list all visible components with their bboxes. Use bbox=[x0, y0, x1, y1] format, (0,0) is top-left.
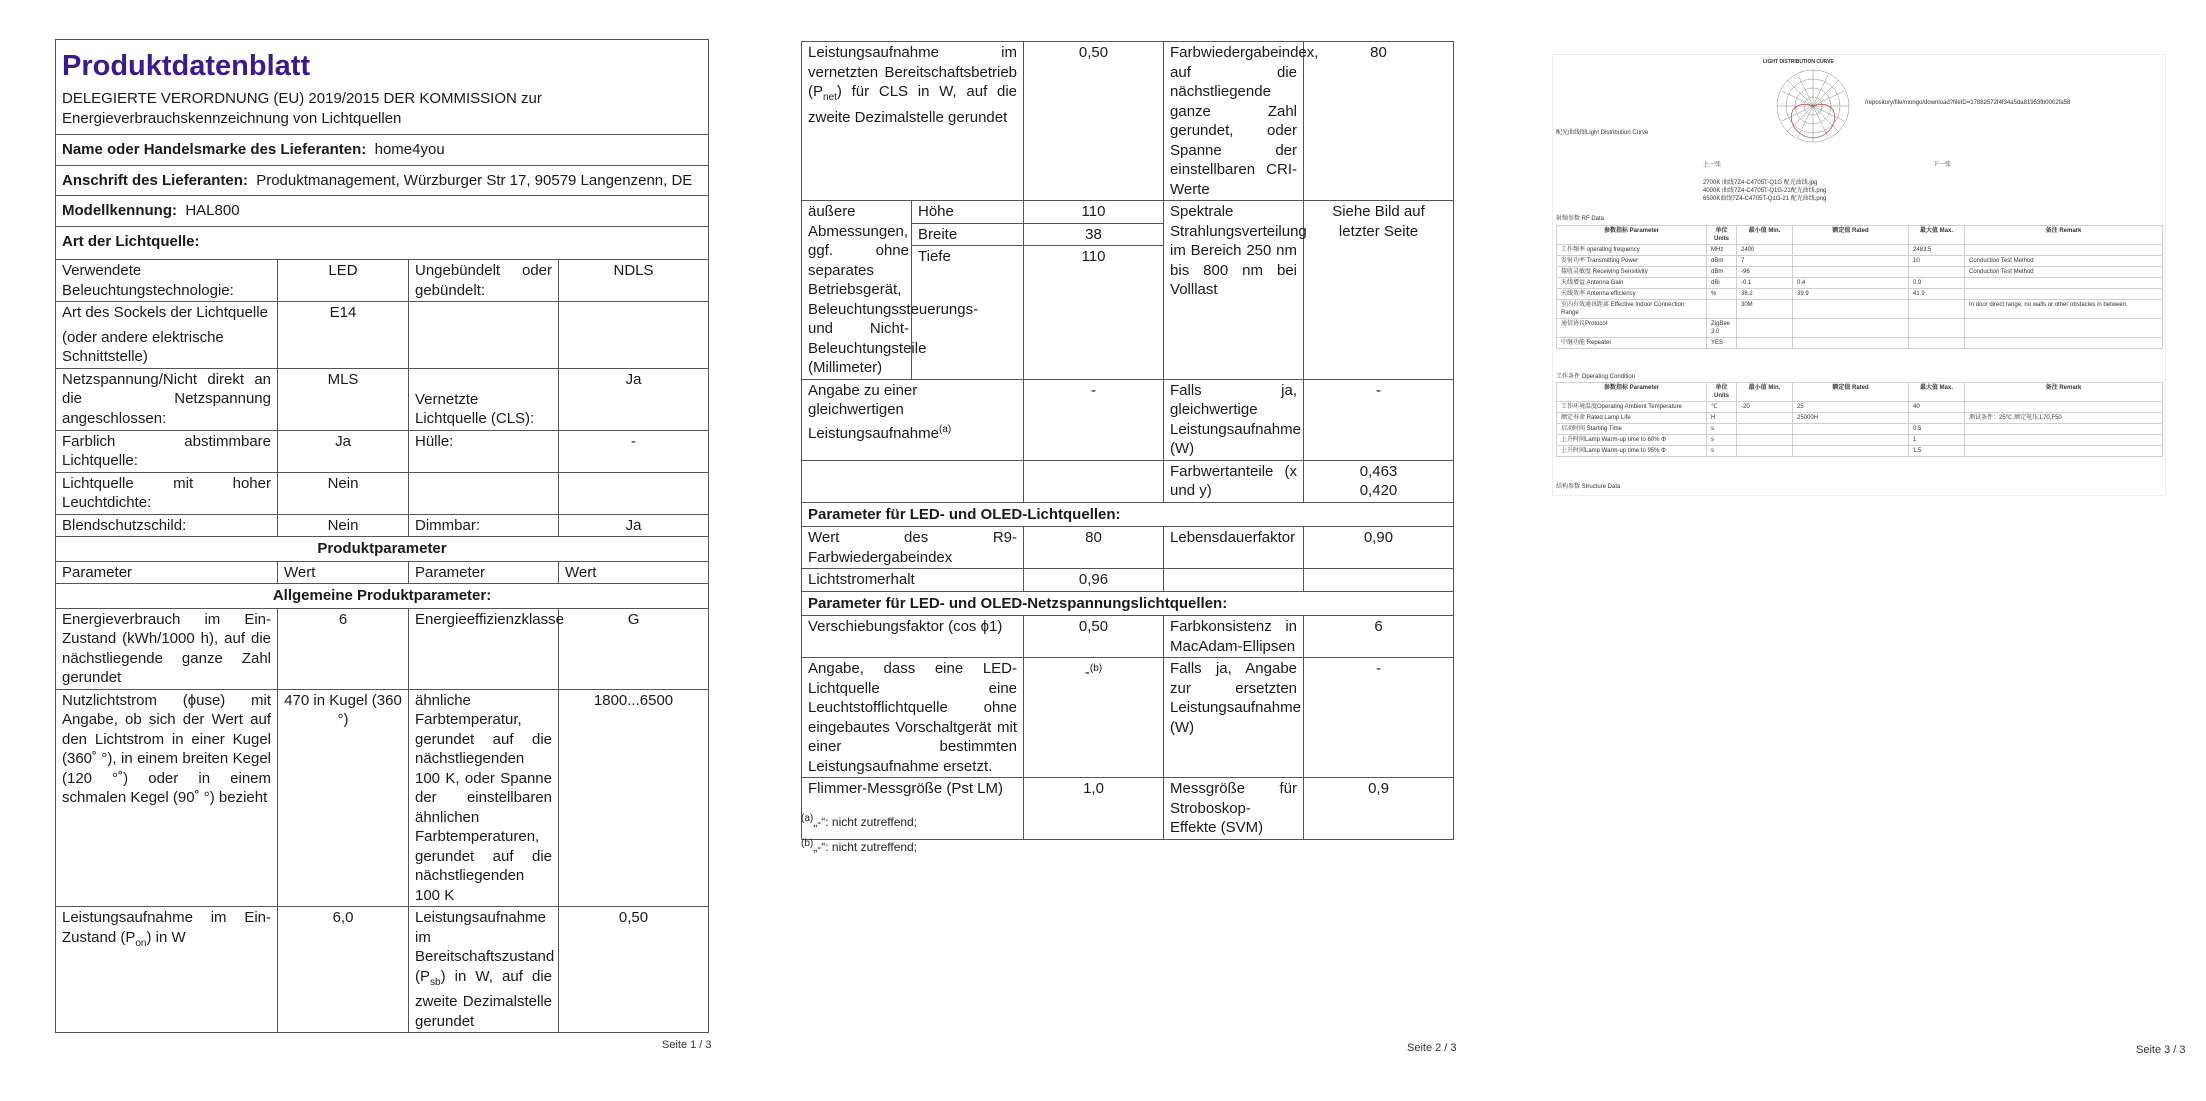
supplier-name-value: home4you bbox=[374, 141, 445, 158]
op-cell bbox=[1965, 435, 2163, 446]
rf-cell: 通信协议Protocol bbox=[1557, 319, 1707, 338]
rf-cell: dBi bbox=[1707, 278, 1737, 289]
table-row bbox=[1557, 446, 2163, 457]
rf-cell: 0.4 bbox=[1793, 278, 1909, 289]
rf-cell: -0.1 bbox=[1737, 278, 1793, 289]
table-row bbox=[1557, 289, 2163, 300]
rf-cell bbox=[1965, 245, 2163, 256]
maintenance-value: 0,96 bbox=[1024, 569, 1164, 592]
replace-value: - bbox=[1084, 664, 1090, 681]
width-value: 38 bbox=[1024, 224, 1163, 247]
rf-cell: 接收灵敏度 Receiving Sensitivity bbox=[1557, 267, 1707, 278]
rf-header-cell: 额定值 Rated bbox=[1793, 226, 1909, 245]
general-params-heading: Allgemeine Produktparameter: bbox=[56, 584, 709, 609]
eec-value: G bbox=[559, 608, 709, 689]
rf-cell: 天线效率 Antenna efficiency bbox=[1557, 289, 1707, 300]
equiv-value: - bbox=[1024, 379, 1164, 460]
height-value: 110 bbox=[1024, 201, 1163, 224]
tech-value: LED bbox=[278, 260, 409, 302]
rf-cell bbox=[1707, 300, 1737, 319]
col-param-1: Parameter bbox=[56, 561, 278, 584]
table-row bbox=[1557, 402, 2163, 413]
rf-cell: 30M bbox=[1737, 300, 1793, 319]
tech-label: Verwendete Beleuchtungstechnologie: bbox=[56, 260, 278, 302]
rf-header-cell: 最小值 Min. bbox=[1737, 226, 1793, 245]
psb-label-end: ) in W, auf die zweite Dezimalstelle gerundet bbox=[415, 967, 552, 1030]
footnote-b-text: „-“: nicht zutreffend; bbox=[813, 840, 918, 854]
color-tunable-value: Ja bbox=[278, 430, 409, 472]
mains-value: MLS bbox=[278, 368, 409, 430]
model-label: Modellkennung: bbox=[62, 202, 177, 219]
product-datasheet-table-2 bbox=[801, 41, 1454, 840]
op-cell bbox=[1965, 424, 2163, 435]
energy-label: Energieverbrauch im Ein-Zustand (kWh/1000 h), auf die nächstliegende ganze Zahl gerundet bbox=[56, 608, 278, 689]
rf-cell bbox=[1793, 245, 1909, 256]
r9-value: 80 bbox=[1024, 527, 1164, 569]
table-row bbox=[1557, 338, 2163, 349]
table-row bbox=[1557, 245, 2163, 256]
op-table bbox=[1556, 382, 2163, 457]
r9-label: Wert des R9-Farbwiedergabeindex bbox=[802, 527, 1024, 569]
op-cell: -20 bbox=[1737, 402, 1793, 413]
cls-label: Vernetzte Lichtquelle (CLS): bbox=[409, 368, 559, 430]
op-cell: 0.5 bbox=[1909, 424, 1965, 435]
survival-label: Lebensdauerfaktor bbox=[1164, 527, 1304, 569]
rf-table bbox=[1556, 225, 2163, 349]
dimensions-label: äußere Abmessungen, ggf. ohne separates Betriebsgerät, Beleuchtungssteuerungs- und Nicht-Beleuchtungsteile (Millimeter) bbox=[802, 201, 912, 380]
depth-label: Tiefe bbox=[918, 248, 951, 265]
footnote-a-mark: (a) bbox=[801, 813, 814, 824]
energy-value: 6 bbox=[278, 608, 409, 689]
op-cell: 上升时间Lamp Warm-up time to 95% Φ bbox=[1557, 446, 1707, 457]
focus-label: Ungebündelt oder gebündelt: bbox=[409, 260, 559, 302]
rf-cell: 0.9 bbox=[1909, 278, 1965, 289]
rf-cell: 36.2 bbox=[1737, 289, 1793, 300]
op-title: 工作条件 Operating Condition bbox=[1556, 374, 1636, 380]
op-cell bbox=[1793, 435, 1909, 446]
replace-power-label: Falls ja, Angabe zur ersetzten Leistungsaufnahme (W) bbox=[1164, 658, 1304, 778]
chromaticity-y: 0,420 bbox=[1359, 482, 1398, 499]
table-row bbox=[1557, 319, 2163, 338]
rf-cell bbox=[1909, 338, 1965, 349]
mains-led-heading: Parameter für LED- und OLED-Netzspannungslichtquellen: bbox=[802, 591, 1454, 616]
cct-label: ähnliche Farbtemperatur, gerundet auf die nächstliegenden 100 K, oder Spanne der einstellbaren ähnlichen Farbtemperaturen, gerundet auf die nächstliegenden 100 K bbox=[409, 689, 559, 907]
table-row bbox=[1557, 300, 2163, 319]
op-cell bbox=[1909, 413, 1965, 424]
op-cell: ℃ bbox=[1707, 402, 1737, 413]
table-row bbox=[1557, 256, 2163, 267]
replace-label: Angabe, dass eine LED-Lichtquelle eine Leuchtstofflichtquelle ohne eingebautes Vorschaltgerät mit einer bestimmten Leistungsaufnahme ersetzt. bbox=[802, 658, 1024, 778]
maintenance-label: Lichtstromerhalt bbox=[802, 569, 1024, 592]
rf-cell: 工作频率 operating frequency bbox=[1557, 245, 1707, 256]
table-row bbox=[1557, 413, 2163, 424]
rf-cell: 10 bbox=[1909, 256, 1965, 267]
file-item[interactable]: 4000K 曲线7Z4-C4705T-Q1G-21配光曲线.png bbox=[1703, 188, 1827, 194]
op-cell: 25 bbox=[1793, 402, 1909, 413]
socket-label-2: (oder andere elektrische Schnittstelle) bbox=[62, 328, 224, 365]
depth-value: 110 bbox=[1081, 248, 1106, 265]
rf-cell bbox=[1909, 267, 1965, 278]
rf-cell: Conduction Test Method bbox=[1965, 256, 2163, 267]
pnet-label-end: ) für CLS in W, auf die zweite Dezimalstelle gerundet bbox=[808, 83, 1018, 126]
rf-cell bbox=[1965, 338, 2163, 349]
col-value-1: Wert bbox=[278, 561, 409, 584]
product-datasheet-table bbox=[55, 39, 709, 1033]
rf-cell bbox=[1737, 338, 1793, 349]
op-header-cell: 参数指标 Parameter bbox=[1557, 383, 1707, 402]
op-cell: 启动时间 Starting Time bbox=[1557, 424, 1707, 435]
flicker-value: 1,0 bbox=[1024, 778, 1164, 840]
embedded-spec-sheet bbox=[1552, 54, 2166, 496]
page-3 bbox=[1470, 0, 2206, 1101]
macadam-value: 6 bbox=[1304, 616, 1454, 658]
eec-label: Energieeffizienzklasse bbox=[409, 608, 559, 689]
file-list bbox=[1703, 179, 1826, 203]
rf-cell: 中继功能 Repeater bbox=[1557, 338, 1707, 349]
table-row bbox=[1557, 267, 2163, 278]
rf-cell: dBm bbox=[1707, 267, 1737, 278]
pnet-sub: net bbox=[823, 92, 837, 103]
model-value: HAL800 bbox=[185, 202, 240, 219]
light-distribution-curve bbox=[1773, 66, 1853, 146]
download-path[interactable]: /repository/file/mongo/download?fileID=17882572f4f34a5da81953fb0002fa58 bbox=[1865, 100, 2071, 106]
envelope-label: Hülle: bbox=[409, 430, 559, 472]
rf-cell: 2483.5 bbox=[1909, 245, 1965, 256]
socket-label: Art des Sockels der Lichtquelle bbox=[62, 304, 268, 321]
high-luminance-value: Nein bbox=[278, 472, 409, 514]
op-header-cell: 最大值 Max. bbox=[1909, 383, 1965, 402]
survival-value: 0,90 bbox=[1304, 527, 1454, 569]
op-cell bbox=[1965, 446, 2163, 457]
dpf-label: Verschiebungsfaktor (cos ϕ1) bbox=[802, 616, 1024, 658]
rf-cell bbox=[1965, 319, 2163, 338]
page-number-1: Seite 1 / 3 bbox=[662, 1039, 712, 1051]
footnote-a-text: „-“: nicht zutreffend; bbox=[813, 815, 918, 829]
op-cell: 测试条件：25℃,额定电压,L70,F50 bbox=[1965, 413, 2163, 424]
height-label: Höhe bbox=[918, 203, 954, 220]
psb-label: Leistungsaufnahme im Bereitschaftszustand (P bbox=[415, 909, 555, 985]
op-cell: 上升时间Lamp Warm-up time to 60% Φ bbox=[1557, 435, 1707, 446]
structure-label: 结构参数 Structure Data bbox=[1556, 484, 1621, 490]
table-row bbox=[1557, 424, 2163, 435]
pon-sub: on bbox=[135, 937, 147, 949]
table-row bbox=[1557, 435, 2163, 446]
supplier-address-value: Produktmanagement, Würzburger Str 17, 90579 Langenzenn, DE bbox=[256, 171, 693, 189]
rf-cell bbox=[1909, 319, 1965, 338]
rf-cell: 39.9 bbox=[1793, 289, 1909, 300]
socket-value: E14 bbox=[278, 302, 409, 369]
footnotes bbox=[801, 808, 917, 858]
chromaticity-label: Farbwertanteile (x und y) bbox=[1164, 460, 1304, 502]
pon-label-end: ) in W bbox=[146, 928, 186, 946]
op-cell bbox=[1737, 413, 1793, 424]
dimmable-label: Dimmbar: bbox=[409, 514, 559, 537]
file-item[interactable]: 2700K 曲线7Z4-C4705T-Q1G 配光曲线.jpg bbox=[1703, 180, 1818, 186]
focus-value: NDLS bbox=[559, 260, 709, 302]
rf-cell: 发射功率 Transmitting Power bbox=[1557, 256, 1707, 267]
color-tunable-label: Farblich abstimmbare Lichtquelle: bbox=[56, 430, 278, 472]
op-cell: s bbox=[1707, 424, 1737, 435]
op-cell bbox=[1965, 402, 2163, 413]
cri-value: 80 bbox=[1304, 42, 1454, 201]
svm-label: Messgröße für Stroboskop-Effekte (SVM) bbox=[1164, 778, 1304, 840]
op-cell: 40 bbox=[1909, 402, 1965, 413]
cri-label: Farbwiedergabeindex, auf die nächstliegende ganze Zahl gerundet, oder Spanne der einstellbaren CRI-Werte bbox=[1164, 42, 1304, 201]
rf-cell: YES bbox=[1707, 338, 1737, 349]
rf-cell: MHz bbox=[1707, 245, 1737, 256]
rf-cell: 41.9 bbox=[1909, 289, 1965, 300]
envelope-value: - bbox=[559, 430, 709, 472]
op-cell: s bbox=[1707, 435, 1737, 446]
light-source-type-label: Art der Lichtquelle: bbox=[62, 232, 200, 250]
page-2 bbox=[735, 0, 1470, 1101]
page-title: Produktdatenblatt bbox=[62, 50, 311, 82]
chromaticity-x: 0,463 bbox=[1359, 462, 1398, 480]
psb-value: 0,50 bbox=[559, 907, 709, 1033]
cls-value: Ja bbox=[559, 368, 709, 430]
rf-cell: -96 bbox=[1737, 267, 1793, 278]
svm-value: 0,9 bbox=[1304, 778, 1454, 840]
rf-cell: Conduction Test Method bbox=[1965, 267, 2163, 278]
footnote-b-mark: (b) bbox=[801, 838, 814, 849]
pon-value: 6,0 bbox=[278, 907, 409, 1033]
rf-cell: 天线增益 Antenna Gain bbox=[1557, 278, 1707, 289]
op-cell bbox=[1793, 424, 1909, 435]
pnet-value: 0,50 bbox=[1024, 42, 1164, 201]
op-cell: 额定寿命 Rated Lamp Life bbox=[1557, 413, 1707, 424]
op-cell bbox=[1737, 435, 1793, 446]
prev-link[interactable]: 上一张 bbox=[1703, 162, 1722, 168]
op-header-cell: 最小值 Min. bbox=[1737, 383, 1793, 402]
rf-cell: % bbox=[1707, 289, 1737, 300]
rf-cell bbox=[1737, 319, 1793, 338]
flux-value: 470 in Kugel (360 °) bbox=[278, 689, 409, 907]
spec-header-line: LIGHT DISTRIBUTION CURVE bbox=[1763, 59, 1834, 65]
pnet-label: Leistungsaufnahme im vernetzten Bereitschaftsbetrieb (P bbox=[808, 44, 1018, 100]
op-cell: s bbox=[1707, 446, 1737, 457]
supplier-address-label: Anschrift des Lieferanten: bbox=[62, 171, 248, 189]
dimmable-value: Ja bbox=[559, 514, 709, 537]
rf-header-cell: 参数指标 Parameter bbox=[1557, 226, 1707, 245]
equiv-label: Angabe zu einer gleichwertigen Leistungsaufnahme bbox=[808, 381, 939, 442]
rf-title: 射频参数 RF Data bbox=[1556, 216, 1605, 222]
rf-cell bbox=[1965, 289, 2163, 300]
rf-cell: dBm bbox=[1707, 256, 1737, 267]
rf-cell bbox=[1793, 319, 1909, 338]
file-item[interactable]: 6500K曲线7Z4-C4705T-Q1G-21 配光曲线.png bbox=[1703, 196, 1827, 202]
rf-cell bbox=[1793, 267, 1909, 278]
replace-sup: (b) bbox=[1089, 663, 1103, 674]
rf-cell bbox=[1965, 278, 2163, 289]
dpf-value: 0,50 bbox=[1024, 616, 1164, 658]
spd-label: Spektrale Strahlungsverteilung im Bereich 250 nm bis 800 nm bei Volllast bbox=[1164, 201, 1304, 380]
high-luminance-label: Lichtquelle mit hoher Leuchtdichte: bbox=[56, 472, 278, 514]
op-header-cell: 单位 Units bbox=[1707, 383, 1737, 402]
rf-header-cell: 最大值 Max. bbox=[1909, 226, 1965, 245]
page-number-3: Seite 3 / 3 bbox=[2136, 1044, 2186, 1056]
col-value-2: Wert bbox=[559, 561, 709, 584]
rf-cell: 室内有效通讯距离 Effective Indoor Connection Range bbox=[1557, 300, 1707, 319]
antiglare-label: Blendschutzschild: bbox=[56, 514, 278, 537]
equiv-power-label: Falls ja, gleichwertige Leistungsaufnahme (W) bbox=[1164, 379, 1304, 460]
pon-label: Leistungsaufnahme im Ein-Zustand (P bbox=[62, 909, 271, 946]
page-number-2: Seite 2 / 3 bbox=[1407, 1042, 1457, 1054]
psb-sub: sb bbox=[430, 976, 441, 988]
replace-power-value: - bbox=[1304, 658, 1454, 778]
rf-cell bbox=[1793, 300, 1909, 319]
op-cell: 1.5 bbox=[1909, 446, 1965, 457]
curve-label: 配光曲线图Light Distribution Curve bbox=[1556, 130, 1649, 136]
rf-cell: In door direct range, no walls or other obstacles in between. bbox=[1965, 300, 2163, 319]
antiglare-value: Nein bbox=[278, 514, 409, 537]
op-header-cell: 额定值 Rated bbox=[1793, 383, 1909, 402]
regulation-text: DELEGIERTE VERORDNUNG (EU) 2019/2015 DER KOMMISSION zur Energieverbrauchskennzeichnung von Lichtquellen bbox=[62, 90, 542, 127]
macadam-label: Farbkonsistenz in MacAdam-Ellipsen bbox=[1164, 616, 1304, 658]
op-cell: 25000H bbox=[1793, 413, 1909, 424]
op-cell bbox=[1737, 446, 1793, 457]
flicker-label: Flimmer-Messgröße (Pst LM) bbox=[802, 778, 1024, 840]
rf-cell: 2400 bbox=[1737, 245, 1793, 256]
cct-value: 1800...6500 bbox=[559, 689, 709, 907]
rf-cell bbox=[1793, 256, 1909, 267]
op-cell: H bbox=[1707, 413, 1737, 424]
rf-header-cell: 单位 Units bbox=[1707, 226, 1737, 245]
led-params-heading: Parameter für LED- und OLED-Lichtquellen: bbox=[802, 502, 1454, 527]
col-param-2: Parameter bbox=[409, 561, 559, 584]
op-cell: 工作环境温度Operating Ambient Temperature bbox=[1557, 402, 1707, 413]
rf-header-cell: 备注 Remark bbox=[1965, 226, 2163, 245]
rf-cell bbox=[1793, 338, 1909, 349]
op-cell bbox=[1737, 424, 1793, 435]
page-1 bbox=[0, 0, 735, 1101]
rf-cell: ZigBee 3.0 bbox=[1707, 319, 1737, 338]
op-cell bbox=[1793, 446, 1909, 457]
equiv-sup: (a) bbox=[938, 423, 952, 435]
next-link[interactable]: 下一张 bbox=[1933, 162, 1952, 168]
table-row bbox=[1557, 278, 2163, 289]
op-header-cell: 备注 Remark bbox=[1965, 383, 2163, 402]
rf-cell bbox=[1909, 300, 1965, 319]
rf-cell: 7 bbox=[1737, 256, 1793, 267]
flux-label: Nutzlichtstrom (ϕuse) mit Angabe, ob sich der Wert auf den Lichtstrom in einer Kugel (360˚ °), in einem breiten Kegel (120 °˚) oder in einem schmalen Kegel (90˚ °) bezieht bbox=[56, 689, 278, 907]
supplier-name-label: Name oder Handelsmarke des Lieferanten: bbox=[62, 141, 367, 158]
product-params-heading: Produktparameter bbox=[56, 537, 709, 562]
op-cell: 1 bbox=[1909, 435, 1965, 446]
equiv-power-value: - bbox=[1304, 379, 1454, 460]
width-label: Breite bbox=[918, 225, 958, 243]
mains-label: Netzspannung/Nicht direkt an die Netzspannung angeschlossen: bbox=[56, 368, 278, 430]
spd-value: Siehe Bild auf letzter Seite bbox=[1304, 201, 1454, 380]
